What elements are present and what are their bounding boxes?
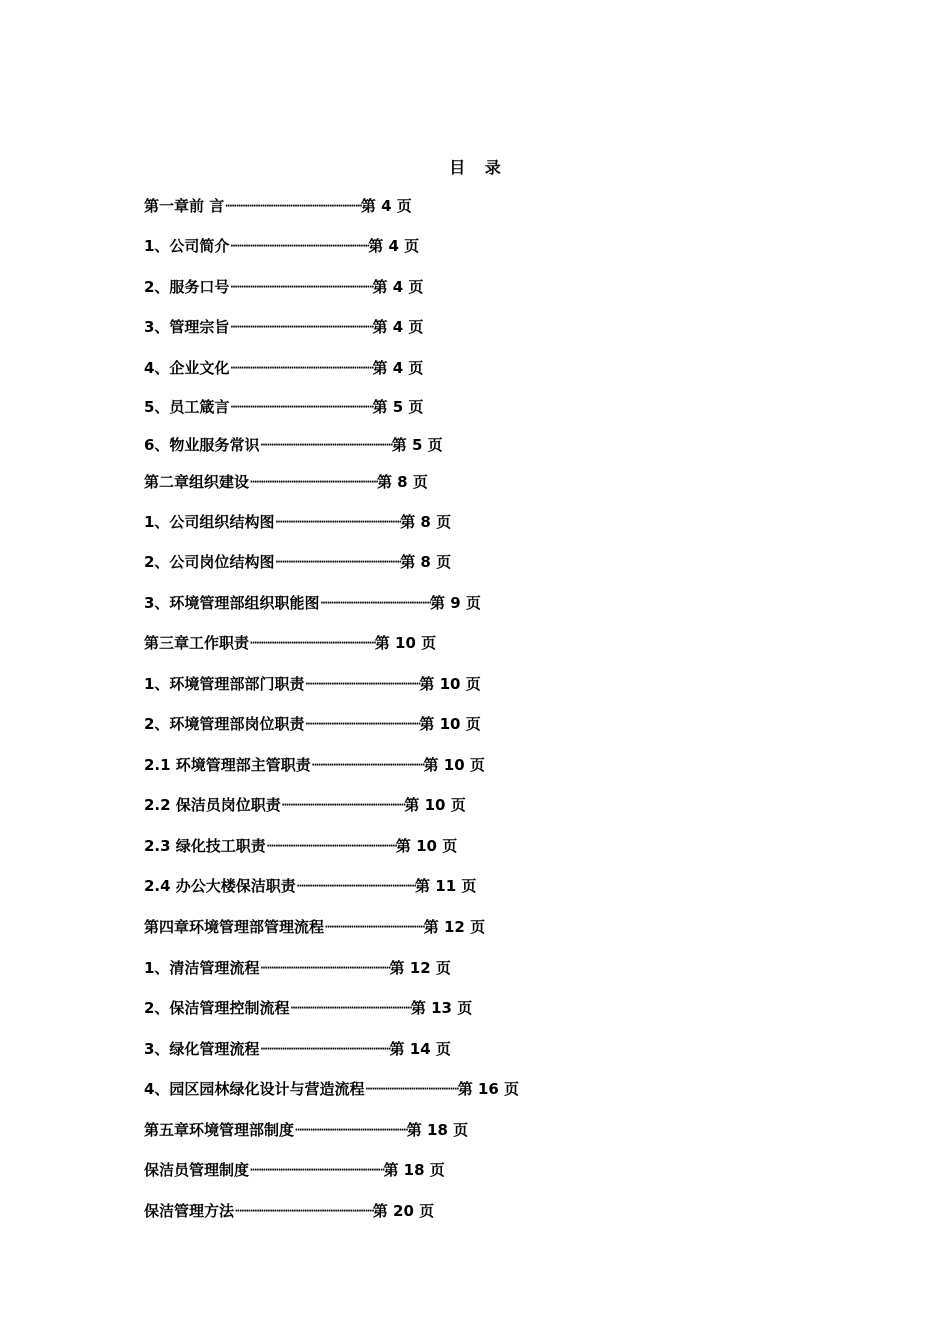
toc-entry-title: 环境管理部制度 (189, 1121, 295, 1139)
toc-entry-page: 第 20 页 (372, 1202, 435, 1220)
toc-leader-dots: ··························································· (249, 473, 377, 491)
toc-leader-dots: ···························································· (265, 837, 396, 855)
toc-entry-label: 2.2 保洁员岗位职责 (144, 796, 281, 814)
toc-entry-label: 5、员工箴言 (144, 398, 230, 416)
toc-leader-dots: ·························································· (274, 513, 401, 531)
toc-leader-dots: ······························································ (249, 1161, 384, 1179)
toc-entry-title: 工作职责 (189, 634, 250, 652)
toc-leader-dots: ···················································· (294, 1121, 407, 1139)
toc-entry-label: 第二章 (144, 473, 190, 491)
toc-entry-page: 第 12 页 (389, 959, 451, 977)
toc-leader-dots: ·································································· (229, 278, 373, 296)
toc-entry[interactable] (144, 1077, 519, 1101)
toc-entry[interactable] (144, 1118, 468, 1142)
toc-entry-page: 第 12 页 (423, 918, 486, 936)
toc-leader-dots: ·································································· (229, 318, 373, 336)
toc-entry[interactable] (144, 275, 423, 299)
toc-entry[interactable] (144, 550, 451, 574)
toc-leader-dots: ····················································· (304, 675, 420, 693)
toc-entry-label: 1、公司简介 (144, 237, 230, 255)
toc-leader-dots: ·························································· (274, 553, 401, 571)
toc-entry[interactable] (144, 712, 481, 736)
toc-entry-page: 第 8 页 (400, 513, 452, 531)
toc-entry-page: 第 4 页 (372, 359, 424, 377)
toc-leader-dots: ························································· (280, 796, 405, 814)
toc-leader-dots: ·························································· (249, 634, 375, 652)
toc-entry-page: 第 5 页 (372, 398, 424, 416)
toc-leader-dots: ·································································· (229, 359, 373, 377)
toc-entry-label: 2.1 环境管理部主管职责 (144, 756, 311, 774)
toc-entry-label: 2、服务口号 (144, 278, 230, 296)
toc-leader-dots: ·································································· (229, 398, 373, 416)
toc-entry-label: 保洁管理方法 (144, 1202, 235, 1220)
toc-entry[interactable] (144, 834, 457, 858)
toc-entry-title: 组织建设 (189, 473, 250, 491)
toc-entry[interactable] (144, 1199, 434, 1223)
toc-leader-dots: ··········································· (364, 1080, 458, 1098)
toc-entry-label: 2、公司岗位结构图 (144, 553, 275, 571)
toc-entry[interactable] (144, 1037, 451, 1061)
toc-leader-dots: ··················································· (319, 594, 431, 612)
toc-entry[interactable] (144, 194, 412, 218)
toc-leader-dots: ························································ (289, 999, 411, 1017)
toc-entry-page: 第 10 页 (423, 756, 485, 774)
toc-entry-page: 第 18 页 (383, 1161, 445, 1179)
toc-leader-dots: ···························································· (259, 1040, 390, 1058)
toc-entry-label: 2.3 绿化技工职责 (144, 837, 266, 855)
toc-leader-dots: ···················································· (310, 756, 424, 774)
toc-leader-dots: ······················································· (295, 877, 416, 895)
toc-entry[interactable] (144, 234, 419, 258)
toc-entry-label: 第一章 (144, 197, 190, 215)
toc-entry-title: 前 言 (189, 197, 225, 215)
toc-entry-label: 保洁员管理制度 (144, 1161, 250, 1179)
toc-entry-page: 第 11 页 (415, 877, 477, 895)
toc-entry[interactable] (144, 874, 476, 898)
toc-leader-dots: ···························································· (259, 959, 390, 977)
toc-entry-label: 6、物业服务常识 (144, 436, 260, 454)
toc-entry-label: 第四章 (144, 918, 190, 936)
toc-entry-page: 第 16 页 (457, 1080, 520, 1098)
toc-entry-page: 第 13 页 (410, 999, 473, 1017)
toc-entry-label: 4、园区园林绿化设计与营造流程 (144, 1080, 365, 1098)
toc-entry-label: 第五章 (144, 1121, 190, 1139)
toc-entry-page: 第 8 页 (376, 473, 428, 491)
toc-entry-page: 第 18 页 (406, 1121, 469, 1139)
toc-entry[interactable] (144, 470, 428, 494)
toc-entry-page: 第 4 页 (372, 278, 424, 296)
toc-title: 目 录 (449, 158, 501, 177)
toc-entry[interactable] (144, 915, 485, 939)
toc-entry-label: 4、企业文化 (144, 359, 230, 377)
toc-leader-dots: ······························································· (224, 197, 361, 215)
toc-entry-label: 1、公司组织结构图 (144, 513, 275, 531)
toc-entry[interactable] (144, 433, 443, 457)
toc-entry-page: 第 4 页 (360, 197, 412, 215)
toc-entry-label: 第三章 (144, 634, 190, 652)
toc-entry[interactable] (144, 510, 451, 534)
toc-entry-page: 第 5 页 (391, 436, 443, 454)
toc-entry-page: 第 10 页 (374, 634, 437, 652)
toc-leader-dots: ····················································· (304, 715, 420, 733)
toc-entry[interactable] (144, 956, 451, 980)
toc-entry-page: 第 14 页 (389, 1040, 451, 1058)
toc-entry-label: 1、清洁管理流程 (144, 959, 260, 977)
toc-entry-label: 2、保洁管理控制流程 (144, 999, 290, 1017)
toc-entry-page: 第 10 页 (419, 675, 481, 693)
toc-entry-page: 第 10 页 (419, 715, 481, 733)
toc-entry-label: 3、绿化管理流程 (144, 1040, 260, 1058)
toc-entry[interactable] (144, 395, 423, 419)
toc-entry[interactable] (144, 753, 485, 777)
toc-entry[interactable] (144, 996, 472, 1020)
toc-entry-page: 第 4 页 (372, 318, 424, 336)
toc-entry[interactable] (144, 672, 481, 696)
toc-entry-label: 3、环境管理部组织职能图 (144, 594, 320, 612)
toc-entry[interactable] (144, 356, 423, 380)
toc-entry-page: 第 10 页 (395, 837, 458, 855)
toc-entry[interactable] (144, 591, 481, 615)
toc-leader-dots: ····························································· (259, 436, 392, 454)
toc-leader-dots: ·············································· (324, 918, 424, 936)
toc-entry[interactable] (144, 631, 436, 655)
toc-entry-page: 第 4 页 (368, 237, 420, 255)
toc-entry-title: 环境管理部管理流程 (189, 918, 325, 936)
toc-entry[interactable] (144, 315, 423, 339)
toc-entry-label: 1、环境管理部部门职责 (144, 675, 305, 693)
toc-entry-page: 第 10 页 (404, 796, 466, 814)
toc-leader-dots: ································································ (234, 1202, 373, 1220)
toc-entry-page: 第 8 页 (400, 553, 452, 571)
toc-entry[interactable] (144, 793, 466, 817)
toc-entry[interactable] (144, 1158, 445, 1182)
toc-entry-page: 第 9 页 (430, 594, 481, 612)
toc-entry-label: 3、管理宗旨 (144, 318, 230, 336)
toc-entry-label: 2、环境管理部岗位职责 (144, 715, 305, 733)
toc-leader-dots: ································································ (229, 237, 369, 255)
toc-entry-label: 2.4 办公大楼保洁职责 (144, 877, 296, 895)
